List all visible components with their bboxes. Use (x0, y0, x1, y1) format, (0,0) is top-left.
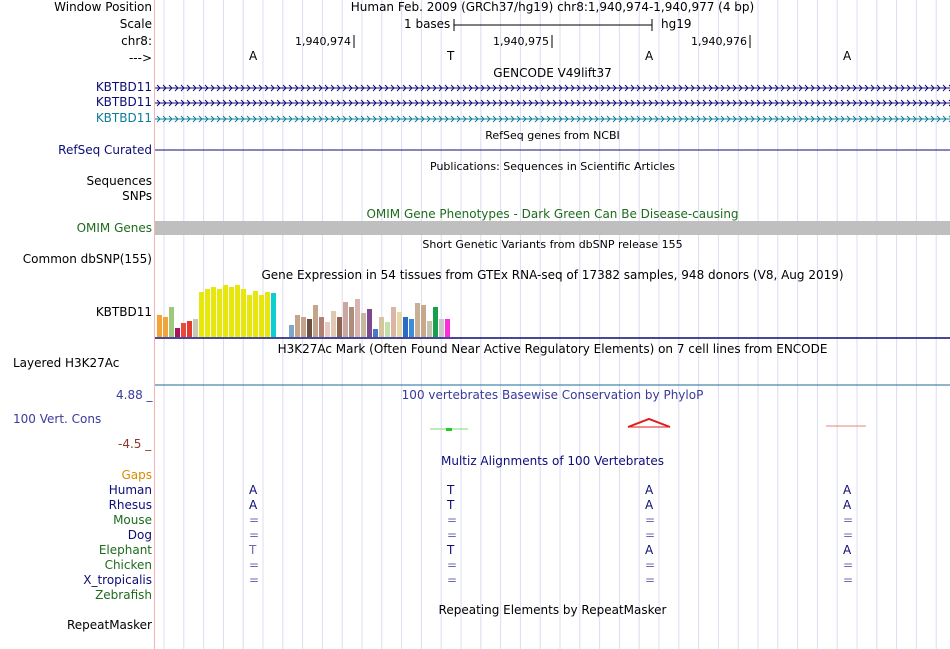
track-graphics (155, 0, 950, 649)
gtex-bar[interactable] (211, 287, 216, 337)
scale-assembly: hg19 (661, 17, 692, 31)
gtex-bar[interactable] (331, 311, 336, 337)
repeatmasker-track-title[interactable]: Repeating Elements by RepeatMasker (438, 603, 667, 617)
gencode-gene-3[interactable] (155, 116, 950, 122)
multiz-base: A (843, 543, 852, 557)
publications-track-title[interactable]: Publications: Sequences in Scientific Articles (430, 160, 675, 173)
multiz-base: = (843, 513, 854, 527)
gtex-bar[interactable] (187, 321, 192, 337)
multiz-base: = (447, 558, 458, 572)
gtex-bar[interactable] (421, 305, 426, 337)
gtex-bar[interactable] (439, 319, 444, 337)
multiz-species-label[interactable]: Dog (127, 528, 152, 542)
gtex-bar[interactable] (361, 313, 366, 337)
gtex-bar[interactable] (307, 319, 312, 337)
publications-label-snps[interactable]: SNPs (122, 189, 152, 203)
gtex-bar[interactable] (289, 325, 294, 337)
multiz-base: = (249, 513, 260, 527)
publications-label-sequences[interactable]: Sequences (86, 174, 152, 188)
gtex-label[interactable]: KBTBD11 (95, 305, 152, 319)
window-position-label: Window Position (54, 0, 152, 14)
h3k27ac-track-title[interactable]: H3K27Ac Mark (Often Found Near Active Regulatory Elements) on 7 cell lines from ENCODE (277, 342, 828, 356)
track-area[interactable] (155, 0, 950, 649)
ruler-base-2: T (447, 49, 455, 63)
gtex-bar[interactable] (403, 317, 408, 337)
multiz-base: = (447, 528, 458, 542)
gencode-track-title[interactable]: GENCODE V49lift37 (493, 66, 612, 80)
chrom-label: chr8: (121, 34, 152, 48)
gtex-bar[interactable] (169, 307, 174, 337)
gtex-bar[interactable] (427, 321, 432, 337)
multiz-base: A (645, 483, 654, 497)
gtex-bar[interactable] (445, 319, 450, 337)
multiz-base: = (645, 528, 656, 542)
multiz-species-label[interactable]: Mouse (113, 513, 152, 527)
multiz-base: = (447, 513, 458, 527)
gtex-bar[interactable] (373, 329, 378, 337)
gtex-bar[interactable] (271, 293, 276, 337)
gtex-bar-chart[interactable] (157, 285, 450, 337)
multiz-base: A (249, 498, 258, 512)
phylop-track-title[interactable]: 100 vertebrates Basewise Conservation by PhyloP (401, 388, 704, 402)
multiz-base: = (249, 558, 260, 572)
multiz-species-label[interactable]: Chicken (104, 558, 152, 572)
multiz-track-title[interactable]: Multiz Alignments of 100 Vertebrates (440, 454, 665, 468)
gtex-bar[interactable] (409, 319, 414, 337)
multiz-base: A (645, 543, 654, 557)
gencode-gene-1[interactable] (155, 85, 950, 91)
multiz-species-label[interactable]: Elephant (98, 543, 152, 557)
refseq-track-title[interactable]: RefSeq genes from NCBI (485, 129, 620, 142)
gtex-bar[interactable] (337, 317, 342, 337)
gtex-bar[interactable] (385, 322, 390, 337)
multiz-base: T (447, 498, 455, 512)
phylop-max-label: 4.88 _ (116, 388, 153, 402)
phylop-min-label: -4.5 _ (118, 437, 152, 451)
gtex-bar[interactable] (181, 323, 186, 337)
multiz-base: = (249, 573, 260, 587)
refseq-label[interactable]: RefSeq Curated (58, 143, 152, 157)
multiz-base: = (843, 573, 854, 587)
multiz-species-label[interactable]: Human (108, 483, 152, 497)
strand-label: ---> (128, 51, 152, 65)
scale-value: 1 bases (404, 17, 451, 31)
phylop-positive-mark (446, 428, 452, 431)
coord-label-2: 1,940,975 (493, 35, 549, 48)
gtex-bar[interactable] (157, 315, 162, 337)
multiz-base: = (645, 558, 656, 572)
gtex-bar[interactable] (175, 328, 180, 337)
multiz-species-label[interactable]: Zebrafish (95, 588, 152, 602)
multiz-species-label[interactable]: Rhesus (108, 498, 152, 512)
gtex-bar[interactable] (241, 289, 246, 337)
gtex-bar[interactable] (205, 289, 210, 337)
omim-track-title[interactable]: OMIM Gene Phenotypes - Dark Green Can Be Disease-causing (366, 207, 739, 221)
multiz-base: T (447, 483, 455, 497)
gtex-bar[interactable] (223, 285, 228, 337)
phylop-label[interactable]: 100 Vert. Cons (13, 412, 102, 426)
multiz-base: A (843, 483, 852, 497)
gtex-bar[interactable] (343, 302, 348, 337)
multiz-base: A (249, 483, 258, 497)
gencode-item-2[interactable]: KBTBD11 (95, 95, 152, 109)
gtex-bar[interactable] (367, 309, 372, 337)
gtex-bar[interactable] (229, 287, 234, 337)
gtex-bar[interactable] (235, 285, 240, 337)
multiz-base: = (843, 558, 854, 572)
multiz-base: T (447, 543, 455, 557)
gencode-item-1[interactable]: KBTBD11 (95, 80, 152, 94)
multiz-base: T (249, 543, 257, 557)
gtex-bar[interactable] (265, 292, 270, 337)
multiz-base: A (843, 498, 852, 512)
gtex-bar[interactable] (247, 295, 252, 337)
gtex-bar[interactable] (163, 317, 168, 337)
gtex-bar[interactable] (277, 315, 282, 337)
ruler-base-1: A (249, 49, 258, 63)
gtex-bar[interactable] (415, 303, 420, 337)
ruler-base-3: A (645, 49, 654, 63)
ruler-base-4: A (843, 49, 852, 63)
repeatmasker-label[interactable]: RepeatMasker (66, 618, 152, 632)
multiz-species-label[interactable]: X_tropicalis (83, 573, 152, 587)
scale-label: Scale (119, 17, 152, 31)
multiz-base: = (645, 513, 656, 527)
coord-label-3: 1,940,976 (691, 35, 747, 48)
gtex-bar[interactable] (199, 292, 204, 337)
multiz-base: = (249, 528, 260, 542)
dbsnp-label[interactable]: Common dbSNP(155) (22, 252, 152, 266)
gaps-label[interactable]: Gaps (121, 468, 152, 482)
gtex-bar[interactable] (217, 289, 222, 337)
gtex-track-title[interactable]: Gene Expression in 54 tissues from GTEx RNA-seq of 17382 samples, 948 donors (V8, Aug 2019) (261, 268, 844, 282)
gtex-bar[interactable] (391, 307, 396, 337)
gtex-bar[interactable] (301, 317, 306, 337)
gtex-bar[interactable] (319, 317, 324, 337)
gtex-bar[interactable] (433, 307, 438, 337)
multiz-base: A (645, 498, 654, 512)
gtex-bar[interactable] (259, 295, 264, 337)
phylop-signal[interactable] (430, 419, 866, 431)
multiz-base: = (843, 528, 854, 542)
gencode-item-3[interactable]: KBTBD11 (95, 111, 152, 125)
gtex-bar[interactable] (253, 291, 258, 337)
gtex-bar[interactable] (349, 307, 354, 337)
omim-label[interactable]: OMIM Genes (76, 221, 152, 235)
gtex-bar[interactable] (379, 317, 384, 337)
omim-gene-bar[interactable] (155, 221, 950, 235)
gtex-bar[interactable] (313, 305, 318, 337)
gtex-bar[interactable] (355, 299, 360, 337)
dbsnp-track-title[interactable]: Short Genetic Variants from dbSNP release 155 (422, 238, 683, 251)
multiz-base: = (447, 573, 458, 587)
h3k27ac-label[interactable]: Layered H3K27Ac (13, 356, 120, 370)
gtex-bar[interactable] (295, 315, 300, 337)
multiz-base: = (645, 573, 656, 587)
gtex-bar[interactable] (325, 322, 330, 337)
coord-label-1: 1,940,974 (295, 35, 351, 48)
window-position-value: Human Feb. 2009 (GRCh37/hg19) chr8:1,940,974-1,940,977 (4 bp) (350, 0, 755, 14)
gtex-bar[interactable] (193, 319, 198, 337)
gencode-gene-2[interactable] (155, 100, 950, 106)
phylop-peak-mark (628, 419, 670, 427)
gtex-bar[interactable] (397, 312, 402, 337)
